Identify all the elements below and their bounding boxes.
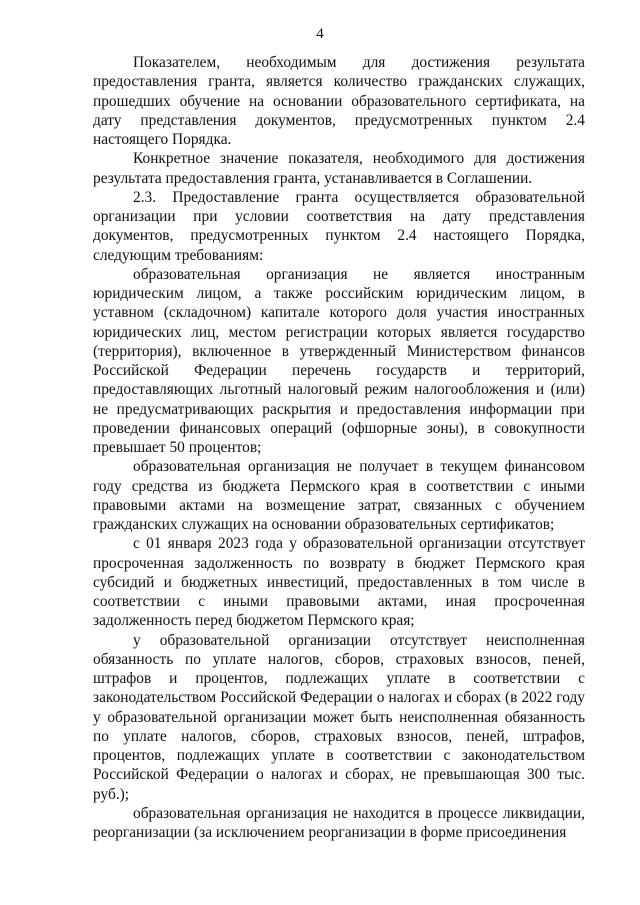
paragraph-indicator: Показателем, необходимым для достижения результата предоставления гранта, является количество гражданских служащих, прошедших обучение на основании образовательного сертификата, на дату представления документов, предусмотренных пунктом 2.4 настоящего Порядка. [93,54,585,148]
paragraph-requirement-no-tax-arrears: у образовательной организации отсутствует неисполненная обязанность по уплате налогов, сборов, страховых взносов, пеней, штрафов и процентов, подлежащих уплате в соответствии с законодательством Российской Федерации о налогах и сборах (в 2022 году у образовательной организации может быть неисполненная обязанность по уплате налогов, сборов, страховых взносов, пеней, штрафов, процентов, подлежащих уплате в соответствии с законодательством Российской Федерации о налогах и сборах, не превышающая 300 тыс. руб.); [93,631,585,803]
paragraph-requirement-no-budget-funds: образовательная организация не получает в текущем финансовом году средства из бюджета Пермского края в соответствии с иными правовыми актами на возмещение затрат, связанных с обучением гражданских служащих на основании образовательных сертификатов; [93,458,585,533]
paragraph-requirement-not-foreign: образовательная организация не является иностранным юридическим лицом, а также российским юридическим лицом, в уставном (складочном) капитале которого доля участия иностранных юридических лиц, местом регистрации которых является государство (территория), включенное в утвержденный Министерством финансов Российской Федерации перечень государств и территорий, предоставляющих льготный налоговый режим налогообложения и (или) не предусматривающих раскрытия и предоставления информации при проведении финансовых операций (офшорные зоны), в совокупности превышает 50 процентов; [93,265,585,456]
document-body [93,53,585,842]
page-number: 4 [316,26,324,42]
paragraph-requirement-not-liquidated: образовательная организация не находится в процессе ликвидации, реорганизации (за исключением реорганизации в форме присоединения [93,804,585,841]
paragraph-indicator-value: Конкретное значение показателя, необходимого для достижения результата предоставления гранта, устанавливается в Соглашении. [93,150,585,187]
paragraph-2-3-conditions: 2.3. Предоставление гранта осуществляется образовательной организации при условии соответствия на дату представления документов, предусмотренных пунктом 2.4 настоящего Порядка, следующим требованиям: [93,188,585,264]
paragraph-requirement-no-overdue-debt: с 01 января 2023 года у образовательной организации отсутствует просроченная задолженность по возврату в бюджет Пермского края субсидий и бюджетных инвестиций, предоставленных в том числе в соответствии с иными правовыми актами, иная просроченная задолженность перед бюджетом Пермского края; [93,535,585,630]
